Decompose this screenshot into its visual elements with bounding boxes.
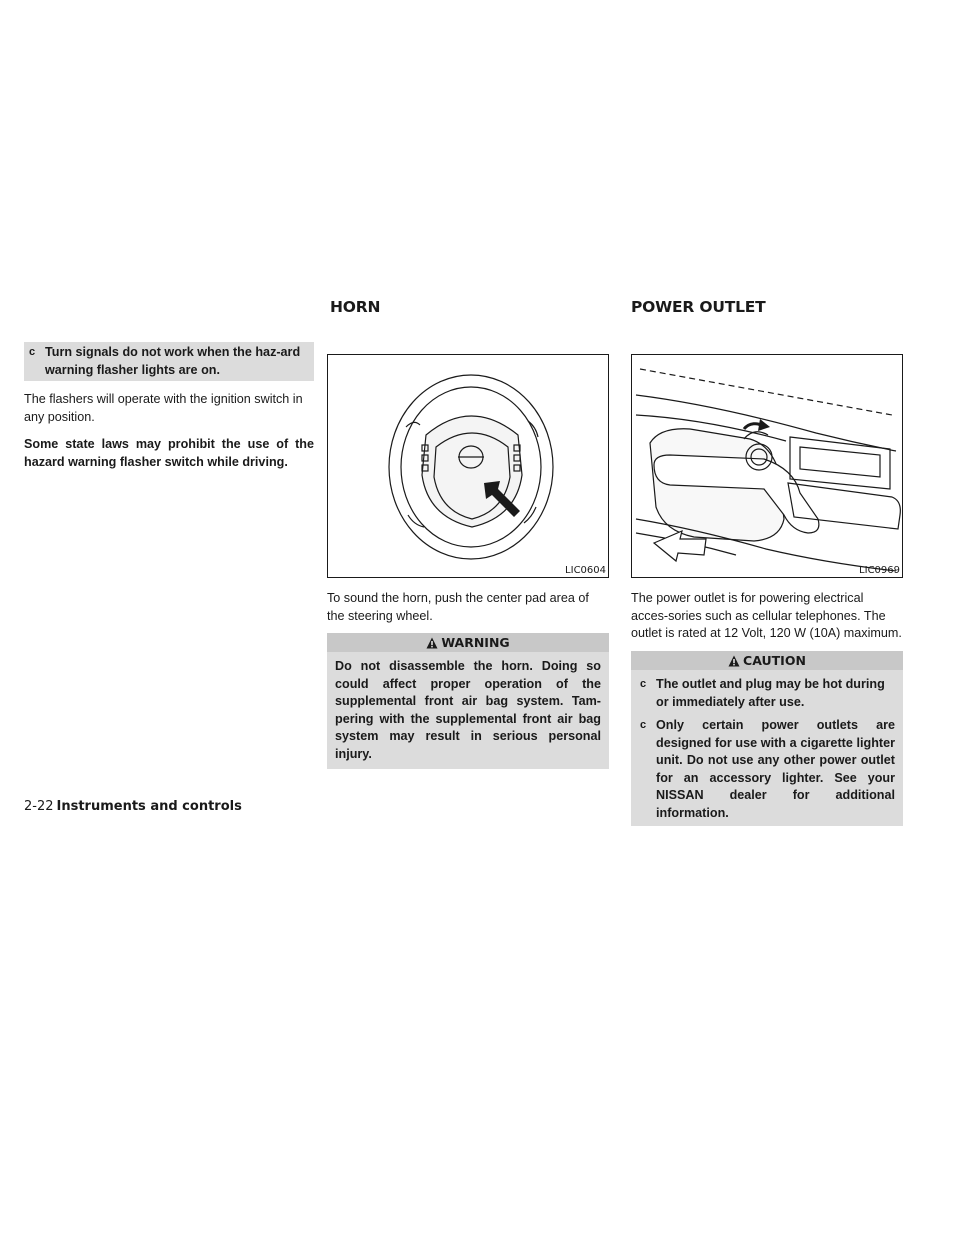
column-3-text xyxy=(631,590,903,643)
caution-item: c The outlet and plug may be hot during or immediately after use. xyxy=(637,676,895,711)
paragraph-horn: To sound the horn, push the center pad area of the steering wheel. xyxy=(327,591,589,623)
warning-triangle-icon xyxy=(728,655,740,667)
bullet-c-icon: c xyxy=(640,719,647,731)
warning-title: WARNING xyxy=(441,635,510,650)
figure-power-outlet xyxy=(631,354,903,578)
figure-label-lic0969: LIC0969 xyxy=(859,565,900,576)
page-number: 2-22 xyxy=(24,799,54,814)
paragraph-state-laws: Some state laws may prohibit the use of the hazard warning flasher switch while driving. xyxy=(24,437,314,469)
caution-title: CAUTION xyxy=(743,653,806,668)
warning-box xyxy=(327,633,609,769)
bullet-note-text: Turn signals do not work when the haz-ard warning flasher lights are on. xyxy=(45,345,301,377)
paragraph-flashers: The flashers will operate with the ignition switch in any position. xyxy=(24,392,303,424)
column-1 xyxy=(24,342,314,471)
caution-item: c Only certain power outlets are designed for use with a cigarette lighter unit. Do not use any other power outlet for an accessory lighter. See your NISSAN dealer for additional information. xyxy=(637,717,895,822)
figure-label-lic0604: LIC0604 xyxy=(565,565,606,576)
heading-power-outlet: POWER OUTLET xyxy=(631,298,766,316)
warning-triangle-icon xyxy=(426,637,438,649)
bullet-c-icon: c xyxy=(29,346,36,358)
paragraph-power-outlet: The power outlet is for powering electrical acces-sories such as cellular telephones. The outlet is rated at 12 Volt, 120 W (10A) maximum. xyxy=(631,591,902,640)
steering-wheel-illustration xyxy=(328,355,608,577)
heading-horn: HORN xyxy=(330,298,381,316)
warning-text: Do not disassemble the horn. Doing so could affect proper operation of the supplemental front air bag system. Tam-pering with the supplemental front air bag system may result in serious personal injury. xyxy=(335,659,601,761)
caution-list xyxy=(631,670,903,822)
bullet-note xyxy=(24,342,314,381)
section-name: Instruments and controls xyxy=(56,799,242,814)
column-2-text xyxy=(327,590,609,625)
power-outlet-illustration xyxy=(632,355,902,577)
caution-box xyxy=(631,651,903,826)
figure-steering-wheel xyxy=(327,354,609,578)
bullet-c-icon: c xyxy=(640,678,647,690)
caution-header xyxy=(631,651,903,670)
warning-header xyxy=(327,633,609,652)
page-footer xyxy=(24,799,242,814)
